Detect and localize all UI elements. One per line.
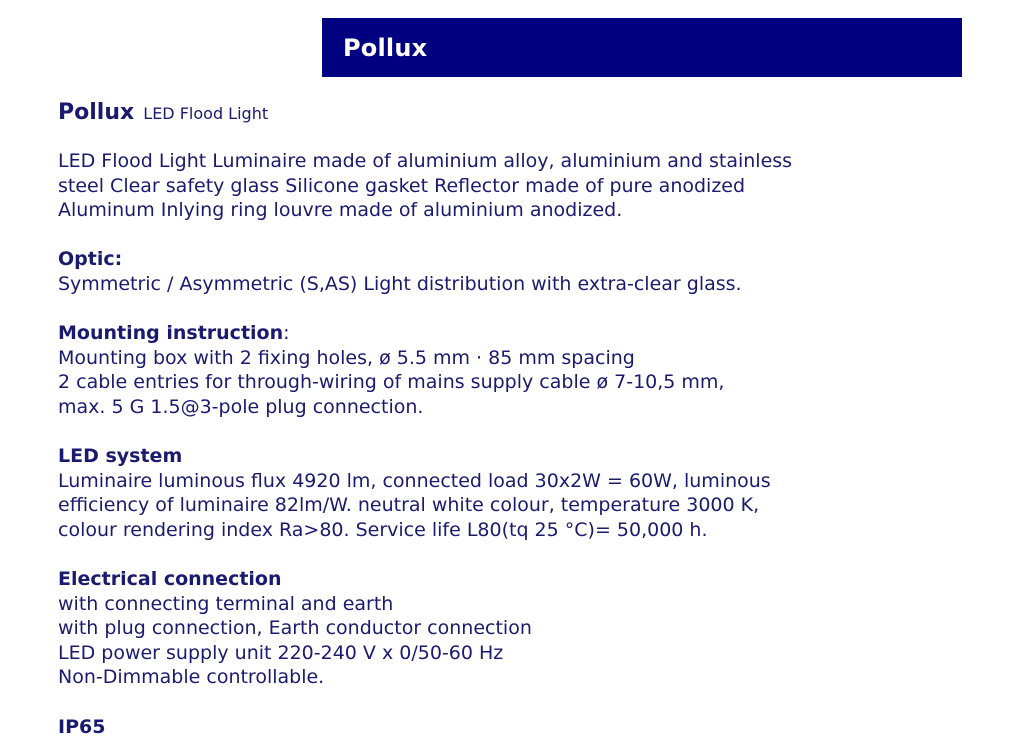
mounting-line: Mounting box with 2 fixing holes, ø 5.5 mm · 85 mm spacing <box>58 346 635 369</box>
mounting-label-suffix: : <box>283 322 290 345</box>
led-system-line: efficiency of luminaire 82lm/W. neutral white colour, temperature 3000 K, <box>58 494 760 517</box>
led-system-line: colour rendering index Ra>80. Service life L80(tq 25 °C)= 50,000 h. <box>58 518 708 541</box>
product-heading <box>58 97 958 129</box>
description-line: Aluminum Inlying ring louvre made of aluminium anodized. <box>58 199 623 222</box>
product-name: Pollux <box>58 100 135 125</box>
optic-label: Optic: <box>58 248 123 271</box>
mounting-label: Mounting instruction <box>58 322 284 345</box>
mounting-line: 2 cable entries for through-wiring of mains supply cable ø 7-10,5 mm, <box>58 371 725 394</box>
electrical-line: Non-Dimmable controllable. <box>58 666 325 689</box>
product-content <box>58 97 958 739</box>
description-line: steel Clear safety glass Silicone gasket Reflector made of pure anodized <box>58 174 746 197</box>
header-bar <box>322 18 962 77</box>
header-title: Pollux <box>343 33 428 62</box>
led-system-label: LED system <box>58 445 183 468</box>
description-line: LED Flood Light Luminaire made of aluminium alloy, aluminium and stainless <box>58 150 793 172</box>
optic-line: Symmetric / Asymmetric (S,AS) Light distribution with extra-clear glass. <box>58 272 742 295</box>
product-subtitle: LED Flood Light <box>143 104 269 123</box>
mounting-line: max. 5 G 1.5@3-pole plug connection. <box>58 395 424 418</box>
electrical-line: with connecting terminal and earth <box>58 592 394 615</box>
led-system-line: Luminaire luminous flux 4920 lm, connected load 30x2W = 60W, luminous <box>58 469 771 492</box>
electrical-label: Electrical connection <box>58 568 282 591</box>
electrical-line: with plug connection, Earth conductor connection <box>58 617 532 640</box>
mounting-heading <box>58 321 958 346</box>
description-block <box>58 149 958 739</box>
electrical-line: LED power supply unit 220-240 V x 0/50-60 Hz <box>58 641 504 664</box>
ip-rating-label: IP65 <box>58 715 106 738</box>
